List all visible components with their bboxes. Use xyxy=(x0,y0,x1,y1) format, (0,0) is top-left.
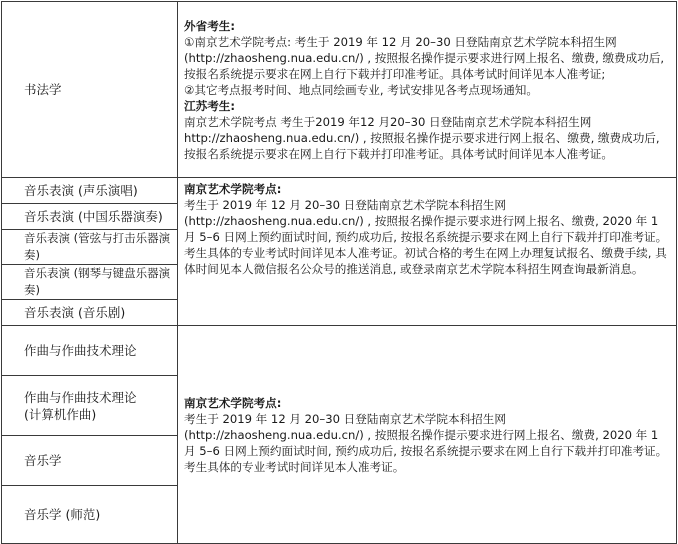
major-musical: 音乐表演 (音乐剧) xyxy=(2,300,178,326)
music-perf-info xyxy=(178,178,677,326)
outside-item-2: ②其它考点报考时间、地点同绘画专业, 考试安排见各考点现场通知。 xyxy=(184,82,538,97)
jiangsu-title: 江苏考生: xyxy=(184,98,236,113)
calligraphy-info xyxy=(178,2,677,178)
major-composition: 作曲与作曲技术理论 xyxy=(2,326,178,376)
major-orchestral: 音乐表演 (管弦与打击乐器演奏) xyxy=(2,230,178,265)
music-perf-title: 南京艺术学院考点: xyxy=(184,182,282,196)
major-musicology: 音乐学 xyxy=(2,436,178,486)
jiangsu-text: 南京艺术学院考点 考生于2019 年12 月20–30 日登陆南京艺术学院本科招生网 http://zhaosheng.nua.edu.cn/) , 按照报名操作提示要求进行网上报名、缴费, 缴费成功后, 按报名系统提示要求在网上自行下载并打印准考证。具体考试时间详见本人准考证。 xyxy=(184,114,660,161)
outside-title: 外省考生: xyxy=(184,18,236,33)
composition-title: 南京艺术学院考点: xyxy=(184,395,282,410)
major-chinese-instrument: 音乐表演 (中国乐器演奏) xyxy=(2,204,178,230)
major-musicology-normal: 音乐学 (师范) xyxy=(2,486,178,544)
major-computer-composition: 作曲与作曲技术理论 (计算机作曲) xyxy=(2,376,178,436)
admission-table xyxy=(1,1,677,544)
outside-item-1: ①南京艺术学院考点: 考生于 2019 年 12 月 20–30 日登陆南京艺术学院本科招生网 (http://zhaosheng.nua.edu.cn/) , 按照报名操作提示要求进行网上报名、缴费, 缴费成功后, 按报名系统提示要求在网上自行下载并打印准考证。具体考试时间详见本人准考证; xyxy=(184,34,665,81)
composition-text: 考生于 2019 年 12 月 20–30 日登陆南京艺术学院本科招生网 (http://zhaosheng.nua.edu.cn/) , 按照报名操作提示要求进行网上报名、缴费, 2020 年 1 月 5–6 日网上预约面试时间, 预约成功后, 按报名系统提示要求在网上自行下载并打印准考证。考生具体的专业考试时间详见本人准考证。 xyxy=(184,411,668,474)
major-piano-keyboard: 音乐表演 (钢琴与键盘乐器演奏) xyxy=(2,265,178,300)
major-vocal: 音乐表演 (声乐演唱) xyxy=(2,178,178,204)
composition-info xyxy=(178,326,677,544)
music-perf-text: 考生于 2019 年 12 月 20–30 日登陆南京艺术学院本科招生网 (http://zhaosheng.nua.edu.cn/) , 按照报名操作提示要求进行网上报名、缴费, 2020 年 1 月 5–6 日网上预约面试时间, 预约成功后, 按报名系统提示要求在网上自行下载并打印准考证。考生具体的专业考试时间详见本人准考证。初试合格的考生在网上办理复试报名、缴费手续, 具体时间见本人微信报名公众号的推送消息, 或登录南京艺术学院本科招生网查询最新消息。 xyxy=(184,198,668,276)
major-calligraphy: 书法学 xyxy=(2,2,178,178)
